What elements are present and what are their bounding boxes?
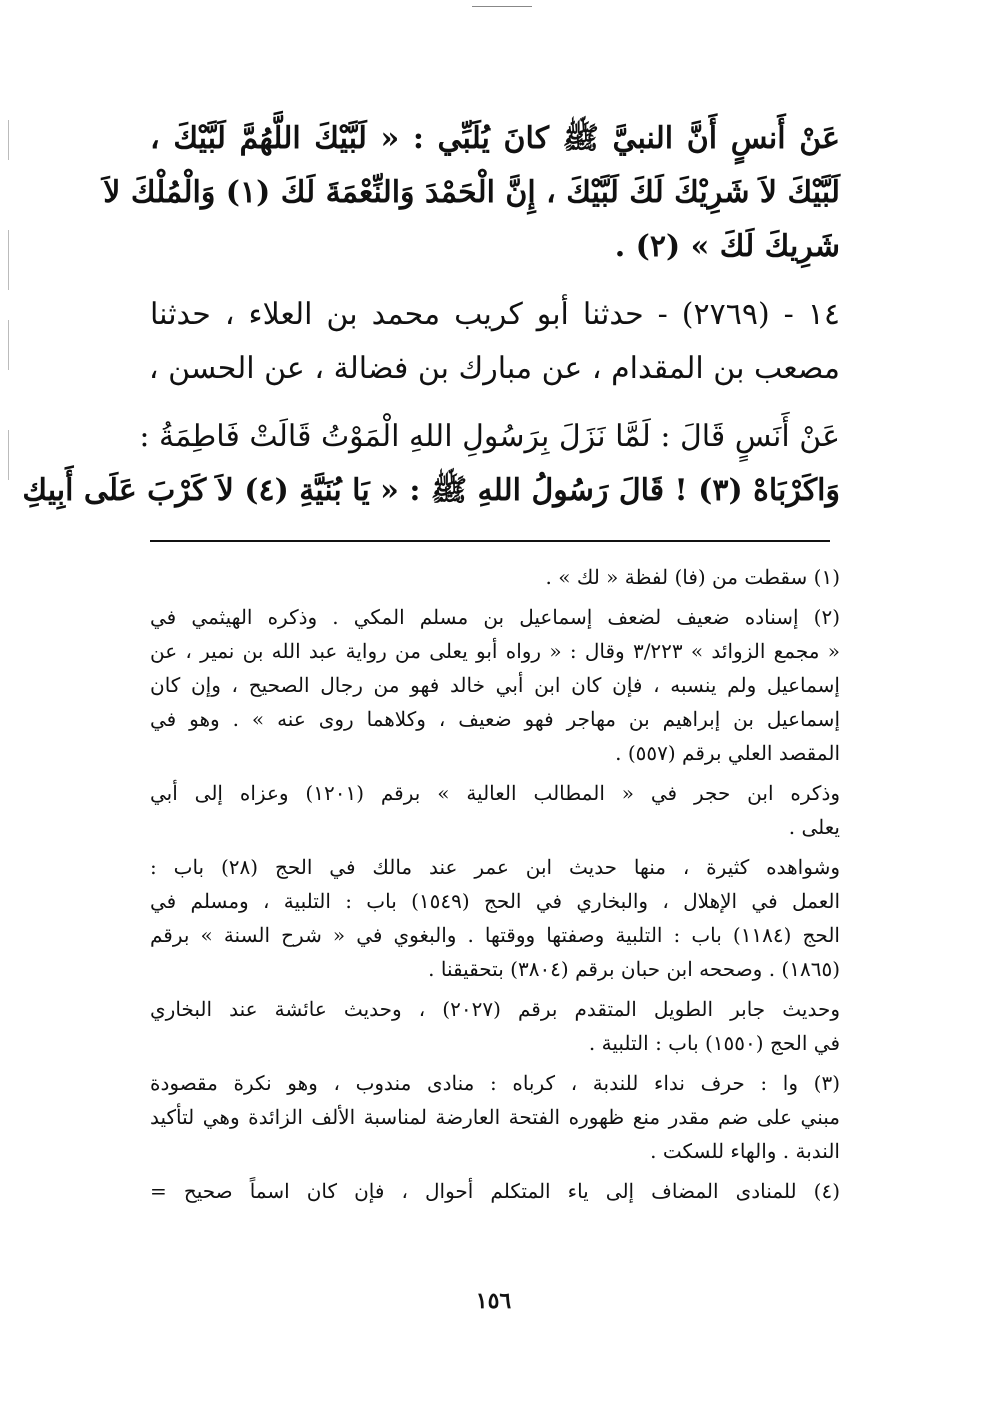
page-number: ١٥٦	[475, 1288, 512, 1314]
footnote-line: (٢) إسناده ضعيف لضعف إسماعيل بن مسلم المكي . وذكره الهيثمي في	[150, 605, 840, 629]
text-line: ١٤ - (٢٧٦٩) - حدثنا أبو كريب محمد بن العلاء ، حدثنا	[150, 297, 840, 332]
footnote-line: وشواهده كثيرة ، منها حديث ابن عمر عند مالك في الحج (٢٨) باب :	[150, 855, 840, 879]
text-line: وَاكَرْبَاهْ (٣) ! قَالَ رَسُولُ اللهِ ﷺ : « يَا بُنَيَّةِ (٤) لاَ كَرْبَ عَلَى أَبِيكِ	[22, 473, 840, 508]
footnote-line: العمل في الإهلال ، والبخاري في الحج (١٥٤٩) باب : التلبية ، ومسلم في	[150, 889, 840, 913]
text-line: شَرِيكَ لَكَ » (٢) .	[614, 229, 840, 264]
footnote-line: وحديث جابر الطويل المتقدم برقم (٢٠٢٧) ، وحديث عائشة عند البخاري	[150, 997, 840, 1021]
footnote-line: إسماعيل ولم ينسبه ، فإن كان ابن أبي خالد فهو من رجال الصحيح ، وإن كان	[150, 673, 840, 697]
text-line: لَبَّيْكَ لاَ شَرِيْكَ لَكَ لَبَّيْكَ ، إِنَّ الْحَمْدَ وَالنِّعْمَةَ لَكَ (١) وَالْمُلْكَ لاَ	[103, 175, 840, 210]
margin-mark	[8, 430, 9, 480]
margin-mark	[8, 230, 9, 290]
footnote-line: يعلى .	[788, 815, 840, 839]
footnote-line: وذكره ابن حجر في « المطالب العالية » برقم (١٢٠١) وعزاه إلى أبي	[150, 781, 841, 805]
margin-mark	[8, 120, 9, 160]
footnote	[150, 992, 840, 1060]
footnote-line: إسماعيل بن إبراهيم بن مهاجر فهو ضعيف ، وكلاهما روى عنه » . وهو في	[150, 707, 840, 731]
hadith-block-1	[103, 112, 840, 274]
footnote-line: الحج (١١٨٤) باب : التلبية وصفتها ووقتها . والبغوي في « شرح السنة » برقم	[150, 923, 840, 947]
footnote-separator	[150, 540, 830, 542]
footnote-line: (١٨٦٥) . وصححه ابن حبان برقم (٣٨٠٤) بتحقيقنا .	[428, 957, 840, 981]
footnote	[150, 1066, 840, 1168]
top-rule	[472, 6, 532, 7]
footnote-line: في الحج (١٥٥٠) باب : التلبية .	[588, 1031, 840, 1055]
footnote	[150, 600, 840, 770]
text-line: عَنْ أَنَسٍ قَالَ : لَمَّا نَزَلَ بِرَسُولِ اللهِ الْمَوْتُ قَالَتْ فَاطِمَةُ :	[139, 419, 840, 454]
margin-mark	[8, 320, 9, 370]
footnote	[150, 1174, 840, 1208]
text-line: مصعب بن المقدام ، عن مبارك بن فضالة ، عن الحسن ،	[148, 351, 840, 386]
text-line: عَنْ أَنسٍ أَنَّ النبيَّ ﷺ كانَ يُلَبِّي : « لَبَّيْكَ اللَّهُمَّ لَبَّيْكَ ،	[150, 121, 840, 156]
hadith-block-2	[22, 410, 840, 518]
footnote-line: (١) سقطت من (فا) لفظة « لك » .	[545, 565, 840, 589]
isnad-block	[150, 288, 840, 396]
footnote-line: مبني على ضم مقدر منع ظهوره الفتحة العارضة لمناسبة الألف الزائدة وهي لتأكيد	[150, 1105, 840, 1129]
footnote	[150, 850, 840, 986]
main-text	[22, 112, 840, 518]
footnotes	[150, 560, 840, 1208]
footnote	[150, 560, 840, 594]
footnote-line: المقصد العلي برقم (٥٥٧) .	[615, 741, 840, 765]
footnote	[150, 776, 840, 844]
footnote-line: الندبة . والهاء للسكت .	[650, 1139, 840, 1163]
footnote-line: (٤) للمنادى المضاف إلى ياء المتكلم أحوال ، فإن كان اسماً صحيح =	[150, 1179, 840, 1203]
footnote-line: « مجمع الزوائد » ٣/٢٢٣ وقال : « رواه أبو يعلى من رواية عبد الله بن نمير ، عن	[150, 639, 840, 663]
footnote-line: (٣) وا : حرف نداء للندبة ، كرباه : منادى مندوب ، وهو نكرة مقصودة	[150, 1071, 840, 1095]
